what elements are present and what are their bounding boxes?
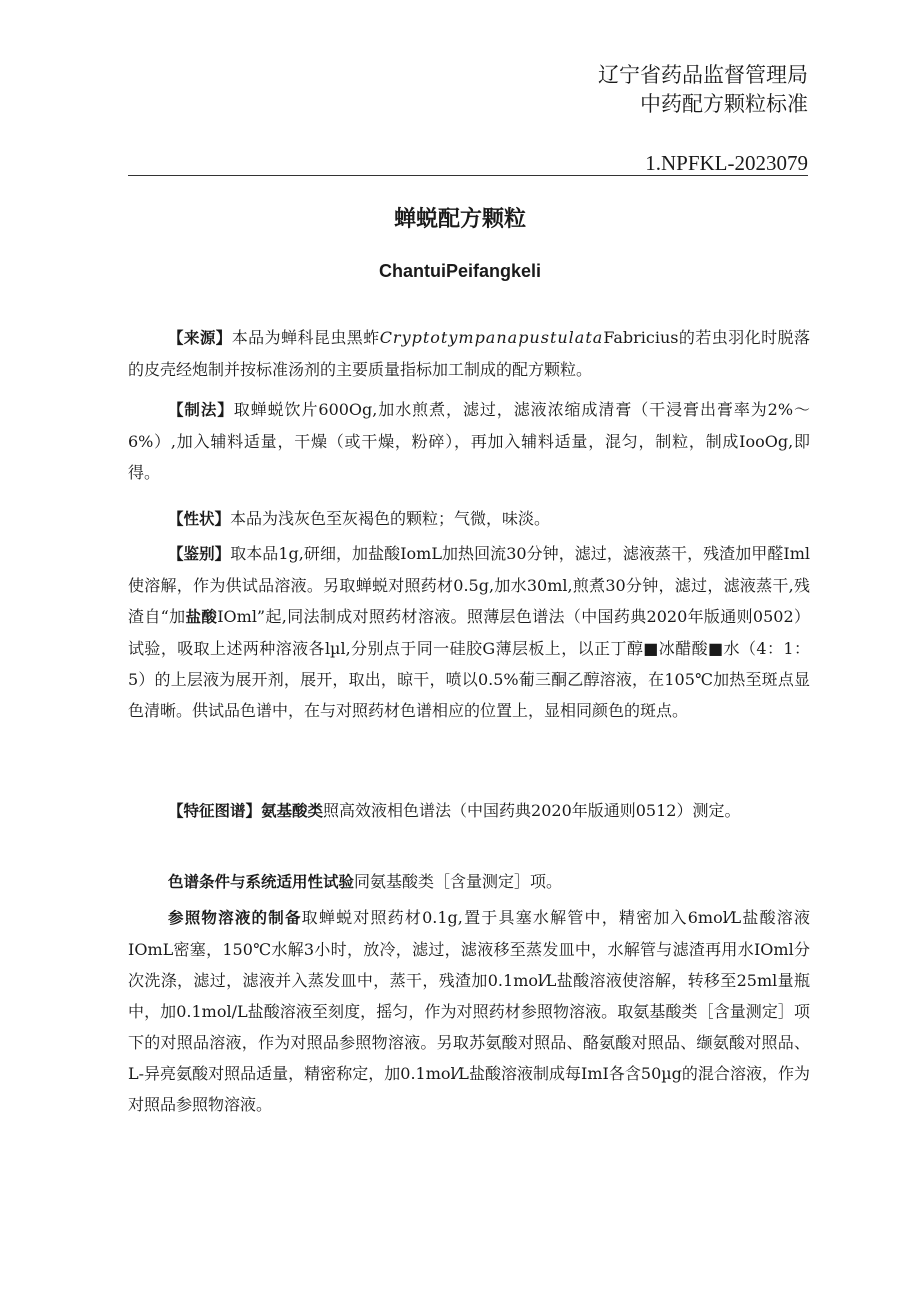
section-chrom-conditions	[128, 866, 810, 898]
fingerprint-subtitle: 氨基酸类	[261, 802, 324, 820]
section-preparation	[128, 394, 810, 488]
identification-text-1: 取本品1g,研细，加盐酸IomL加热回流30分钟，滤过，滤液蒸干，残渣加甲醛Iml使溶解，作为供试品溶液。另取蝉蜕对照药材0.5g,加水30ml,煎煮30分钟，滤过，滤液蒸干,残渣自“加	[128, 544, 810, 626]
source-text-1: 本品为蝉科昆虫黑蚱	[231, 328, 380, 347]
fingerprint-label: 【特征图谱】	[168, 802, 262, 820]
preparation-text: 取蝉蜕饮片600Og,加水煎煮，滤过，滤液浓缩成清膏（干浸膏出膏率为2%～6%）,加入辅料适量，干燥（或干燥，粉碎），再加入辅料适量，混匀，制粒，制成IooOg,即得。	[128, 400, 810, 482]
reference-prep-heading: 参照物溶液的制备	[168, 909, 302, 927]
chrom-conditions-heading: 色谱条件与系统适用性试验	[168, 873, 355, 891]
standard-number: 1.NPFKL-2023079	[645, 151, 808, 175]
source-text-2: Fabricius的若虫羽化时脱落的皮壳经炮制并按标准汤剂的主要质量指标加工制成的配方颗粒。	[128, 328, 810, 379]
section-fingerprint	[128, 795, 810, 827]
latin-name: Cryptotympanapustulata	[379, 328, 604, 347]
identification-label: 【鉴别】	[168, 545, 231, 563]
identification-bold: 盐酸	[185, 608, 218, 626]
preparation-label: 【制法】	[168, 401, 234, 419]
section-reference-prep	[128, 902, 810, 1120]
page-title: 蝉蜕配方颗粒	[393, 207, 526, 232]
chrom-conditions-text: 同氨基酸类［含量测定］项。	[354, 872, 563, 891]
reference-prep-text: 取蝉蜕对照药材0.1g,置于具塞水解管中，精密加入6mol⁄L盐酸溶液IOmL密塞，150℃水解3小时，放冷，滤过，滤液移至蒸发皿中，水解管与滤渣再用水IOml分次洗涤，滤过，滤液并入蒸发皿中，蒸干，残渣加0.1mol⁄L盐酸溶液使溶解，转移至25ml量瓶中，加0.1mol/L盐酸溶液至刻度，摇匀，作为对照药材参照物溶液。取氨基酸类［含量测定］项下的对照品溶液，作为对照品参照物溶液。另取苏氨酸对照品、酪氨酸对照品、缬氨酸对照品、L-异亮氨酸对照品适量，精密称定，加0.1mol⁄L盐酸溶液制成每ImI各含50µg的混合溶液，作为对照品参照物溶液。	[128, 908, 810, 1114]
source-label: 【来源】	[168, 329, 232, 347]
agency-name: 辽宁省药品监督管理局	[598, 63, 808, 87]
document-type: 中药配方颗粒标准	[640, 92, 808, 116]
character-text: 本品为浅灰色至灰褐色的颗粒；气微，味淡。	[230, 509, 551, 528]
pinyin-title: ChantuiPeifangkeli	[378, 261, 542, 281]
character-label: 【性状】	[168, 510, 231, 528]
section-source	[128, 322, 810, 385]
section-character	[128, 503, 810, 535]
section-identification	[128, 538, 810, 726]
header-divider	[128, 175, 808, 176]
fingerprint-text: 照高效液相色谱法（中国药典2020年版通则0512）测定。	[323, 801, 741, 820]
identification-text-2: IOml”起,同法制成对照药材溶液。照薄层色谱法（中国药典2020年版通则0502）试验，吸取上述两种溶液各lµl,分别点于同一硅胶G薄层板上，以正丁醇■冰醋酸■水（4：1：5）的上层液为展开剂，展开，取出，晾干，喷以0.5%葡三酮乙醇溶液，在105℃加热至斑点显色清晰。供试品色谱中，在与对照药材色谱相应的位置上，显相同颜色的斑点。	[128, 607, 810, 720]
